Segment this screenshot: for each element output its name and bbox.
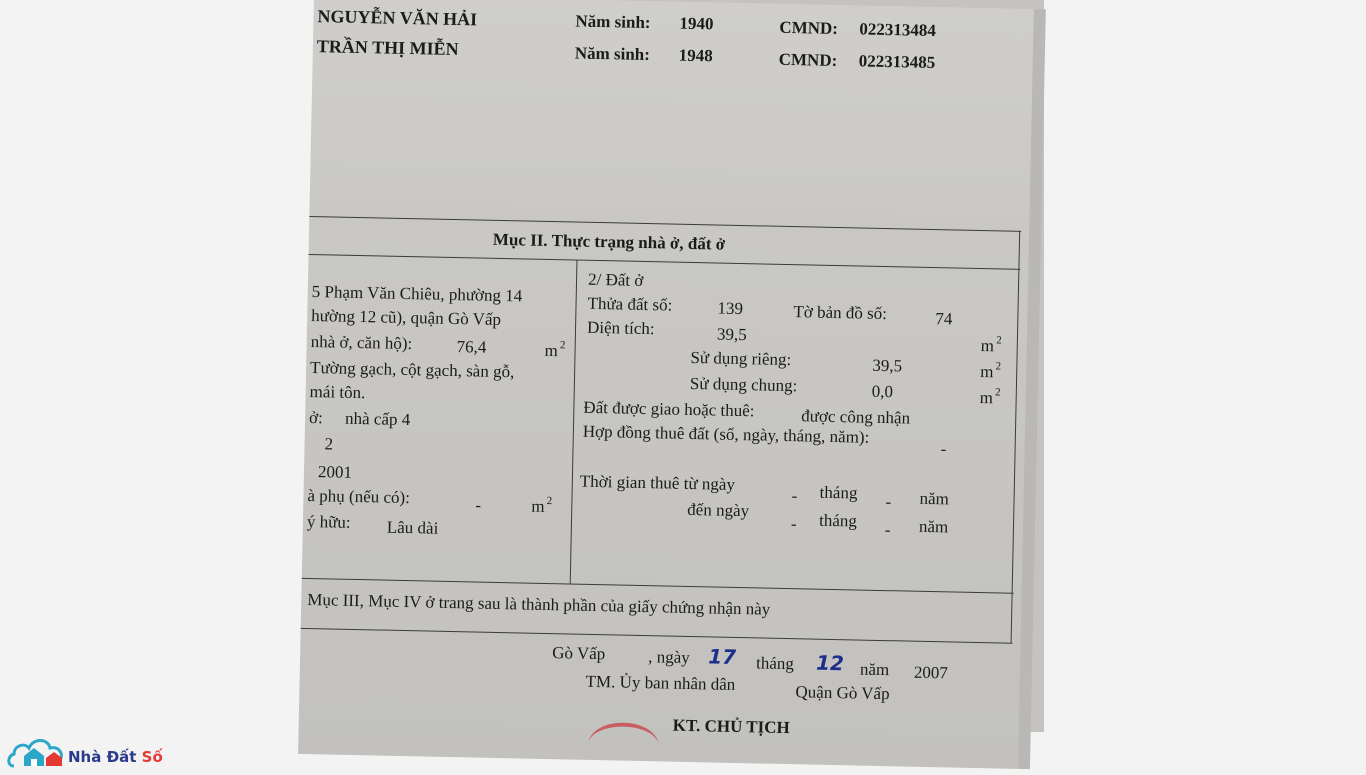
signing-year-label: năm [859, 659, 890, 680]
house-address-line-2: hường 12 cũ), quận Gò Vấp [311, 306, 502, 329]
house-ownership-value: Lâu dài [386, 517, 439, 538]
signing-title: KT. CHỦ TỊCH [672, 715, 790, 738]
owner-2-id-number: 022313485 [858, 51, 936, 73]
land-common-label: Sử dụng chung: [689, 373, 798, 396]
house-aux-unit: m $^2$ [531, 494, 553, 516]
house-area-unit: m $^2$ [544, 339, 566, 361]
column-divider [570, 260, 578, 584]
house-floors: 2 [324, 434, 334, 454]
house-grade-value: nhà cấp 4 [344, 408, 411, 430]
lease-to-month-label: tháng [818, 510, 858, 531]
owner-1-id-label: CMND: [779, 17, 839, 38]
certificate-page [298, 0, 1034, 769]
land-private-value: 39,5 [872, 355, 903, 376]
land-map-label: Tờ bản đồ số: [793, 302, 888, 324]
land-parcel-value: 139 [717, 298, 744, 319]
signing-day-label: , ngày [647, 647, 690, 668]
signing-place: Gò Vấp [552, 643, 606, 664]
house-structure-line-1: Tường gạch, cột gạch, sàn gỗ, [309, 358, 515, 382]
table-top-border [309, 216, 1021, 232]
land-map-value: 74 [935, 309, 953, 329]
land-allocation-label: Đất được giao hoặc thuê: [583, 397, 755, 421]
logo-text-part-1: Nhà Đất [68, 748, 142, 766]
lease-to-day: - [790, 514, 797, 534]
signing-month-label: tháng [755, 653, 795, 674]
owner-2-birth-year: 1948 [678, 45, 713, 66]
house-year-built: 2001 [317, 462, 353, 482]
owner-1-name: NGUYỄN VĂN HẢI [317, 6, 478, 30]
logo-text [68, 748, 163, 766]
section-2-title: Mục II. Thực trạng nhà ở, đất ở [492, 229, 726, 254]
owner-1-id-number: 022313484 [859, 19, 937, 41]
lease-from-year-label: năm [919, 488, 950, 509]
land-area-label: Diện tích: [586, 317, 655, 339]
signing-day: 17 [707, 644, 737, 669]
owner-2-id-label: CMND: [778, 49, 838, 70]
page-edge [1018, 9, 1046, 769]
house-area-label: nhà ở, căn hộ): [310, 332, 413, 354]
land-area-value: 39,5 [716, 324, 747, 345]
house-cloud-icon [6, 732, 70, 768]
house-ownership-label: ý hữu: [306, 511, 351, 532]
certificate-photo [306, 0, 1044, 738]
lease-from-month: - [885, 492, 892, 512]
lease-from-month-label: tháng [819, 482, 858, 503]
section-title-divider [309, 254, 1021, 270]
owner-2-birth-label: Năm sinh: [574, 43, 651, 65]
land-area-unit: m $^2$ [980, 334, 1002, 356]
note-text: Mục III, Mục IV ở trang sau là thành phần của giấy chứng nhận này [307, 589, 771, 619]
lease-to-month: - [884, 520, 891, 540]
table-bottom-border [301, 628, 1013, 644]
lease-to-label: đến ngày [687, 499, 750, 521]
signing-district: Quận Gò Vấp [795, 682, 890, 704]
land-parcel-label: Thửa đất số: [587, 293, 673, 315]
land-common-unit: m $^2$ [979, 386, 1001, 408]
house-grade-label: ở: [308, 407, 324, 428]
owner-1-birth-label: Năm sinh: [575, 11, 651, 33]
land-lease-value: - [940, 439, 947, 459]
logo-text-part-2: Số [141, 748, 163, 766]
table-right-border [1011, 231, 1021, 643]
signing-month: 12 [815, 650, 845, 676]
lease-to-year-label: năm [918, 516, 949, 537]
land-private-label: Sử dụng riêng: [690, 347, 792, 370]
owner-2-name: TRẦN THỊ MIỄN [316, 36, 459, 60]
house-area-value: 76,4 [456, 337, 487, 357]
lease-from-day: - [791, 486, 798, 506]
lease-from-label: Thời gian thuê từ ngày [579, 471, 736, 494]
land-allocation-value: được công nhận [801, 406, 911, 428]
house-aux-value: - [475, 495, 482, 515]
land-lease-label: Hợp đồng thuê đất (số, ngày, tháng, năm): [582, 421, 870, 447]
land-common-value: 0,0 [871, 381, 894, 402]
signing-committee: TM. Ủy ban nhân dân [585, 671, 736, 694]
red-seal-stamp [588, 722, 659, 767]
signing-year: 2007 [913, 662, 949, 683]
owner-1-birth-year: 1940 [679, 13, 714, 34]
land-heading: 2/ Đất ở [587, 269, 644, 290]
house-structure-line-2: mái tôn. [309, 381, 366, 403]
house-aux-label: à phụ (nếu có): [307, 485, 411, 508]
house-address-line-1: 5 Phạm Văn Chiêu, phường 14 [311, 282, 523, 306]
land-private-unit: m $^2$ [980, 360, 1002, 382]
